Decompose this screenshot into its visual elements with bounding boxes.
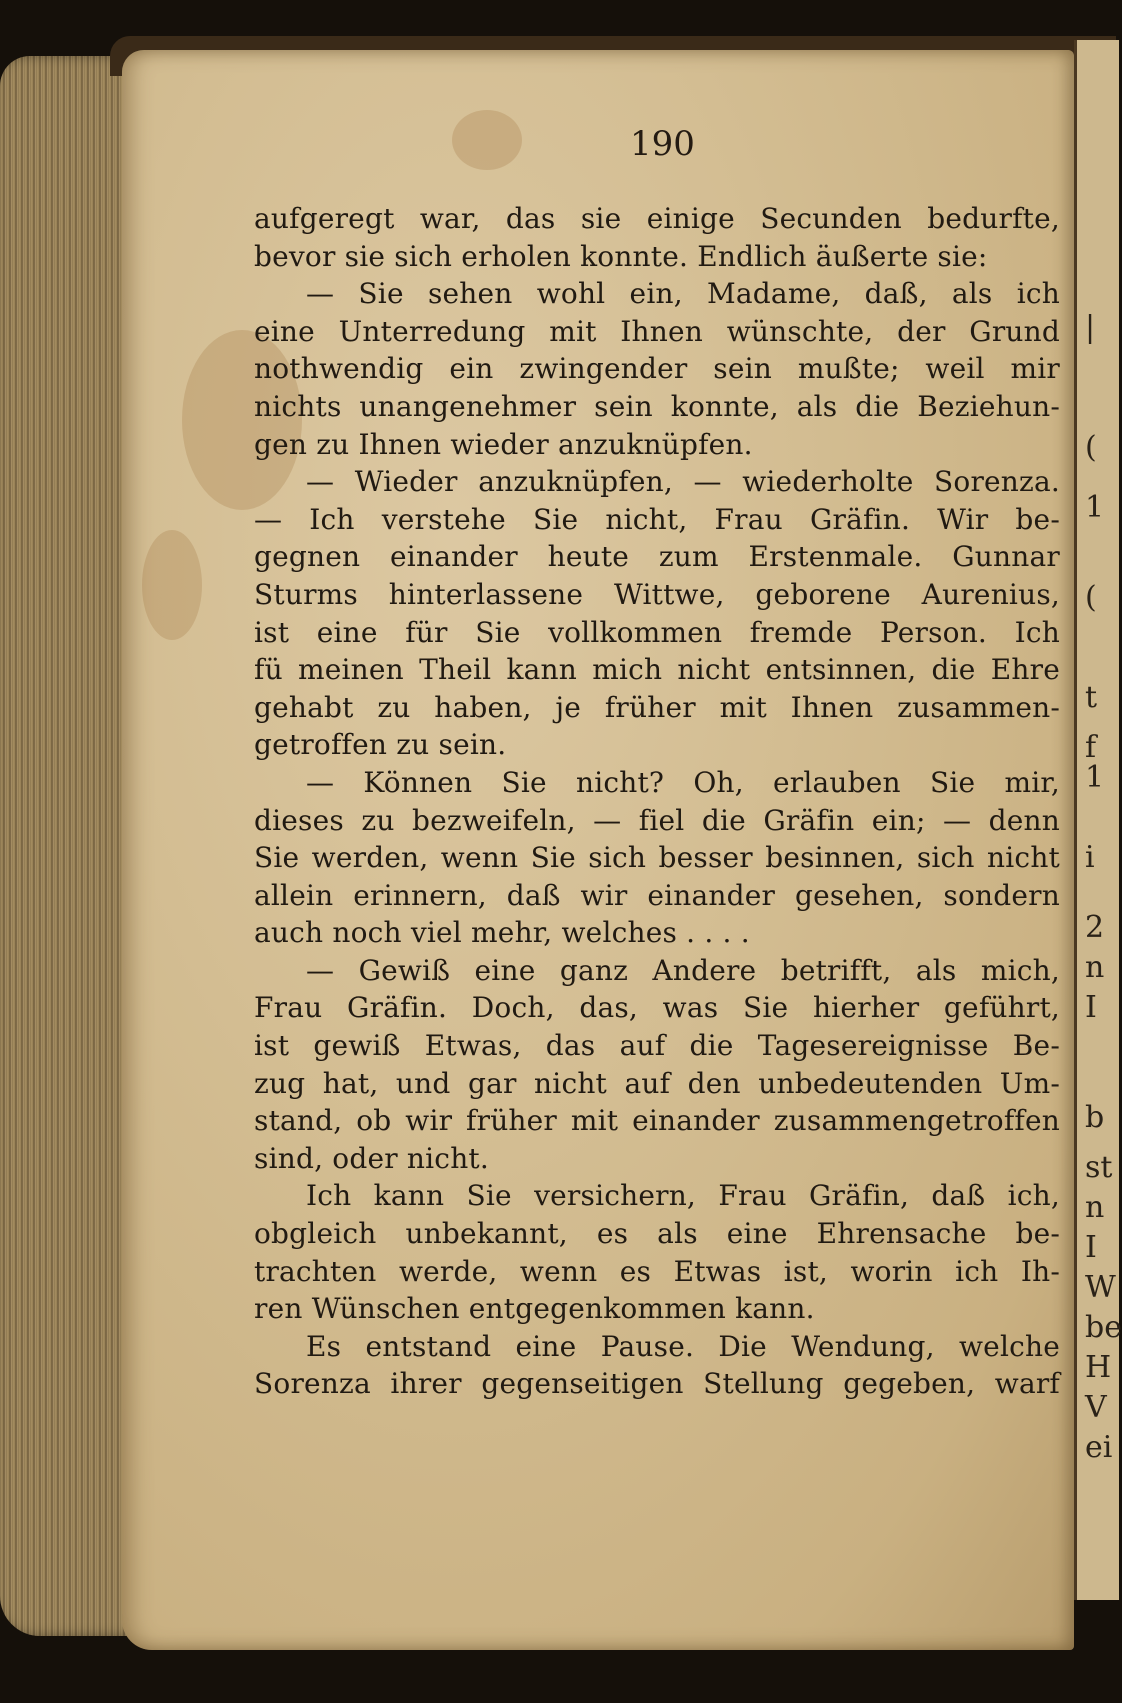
text-line: Es entstand eine Pause. Die Wendung, welche <box>306 1329 1060 1363</box>
next-page-fragment: st <box>1085 1150 1113 1185</box>
text-line: auch noch viel mehr, welches . . . . <box>254 916 750 950</box>
text-line: bevor sie sich erholen konnte. Endlich äußerte sie: <box>254 239 988 273</box>
next-page-fragment: t <box>1085 680 1098 715</box>
next-page-fragment: ( <box>1085 430 1097 465</box>
next-page-fragment: 1 <box>1085 760 1105 795</box>
text-line: getroffen zu sein. <box>254 728 507 762</box>
text-line: ren Wünschen entgegenkommen kann. <box>254 1292 815 1326</box>
next-page-fragment: V <box>1085 1390 1107 1425</box>
foxing-stain <box>452 110 522 170</box>
text-line: gehabt zu haben, je früher mit Ihnen zusammen- <box>254 690 1060 724</box>
next-page-fragment: ( <box>1085 580 1097 615</box>
text-line: Sie werden, wenn Sie sich besser besinnen, sich nicht <box>254 841 1060 875</box>
text-line: nothwendig ein zwingender sein mußte; weil mir <box>254 352 1060 386</box>
text-line: sind, oder nicht. <box>254 1141 489 1175</box>
text-line: obgleich unbekannt, es als eine Ehrensache be- <box>254 1217 1060 1251</box>
text-line: allein erinnern, daß wir einander gesehen, sondern <box>254 878 1060 912</box>
text-line: nichts unangenehmer sein konnte, als die Beziehun- <box>254 389 1060 423</box>
text-line: zug hat, und gar nicht auf den unbedeutenden Um- <box>254 1066 1060 1100</box>
next-page-fragment: H <box>1085 1350 1112 1385</box>
next-page-fragment: | <box>1085 310 1096 345</box>
text-line: Ich kann Sie versichern, Frau Gräfin, daß ich, <box>306 1179 1060 1213</box>
text-line: fü meinen Theil kann mich nicht entsinnen, die Ehre <box>254 653 1060 687</box>
next-page-edge <box>1074 40 1122 1600</box>
foxing-stain <box>142 530 202 640</box>
text-line: trachten werde, wenn es Etwas ist, worin ich Ih- <box>254 1254 1060 1288</box>
text-line: Sturms hinterlassene Wittwe, geborene Aurenius, <box>254 577 1060 611</box>
text-line: stand, ob wir früher mit einander zusammengetroffen <box>254 1104 1060 1138</box>
next-page-fragment: f <box>1085 730 1097 765</box>
text-line: dieses zu bezweifeln, — fiel die Gräfin ein; — denn <box>254 803 1060 837</box>
text-line: gegnen einander heute zum Erstenmale. Gunnar <box>254 540 1060 574</box>
next-page-fragment: 2 <box>1085 910 1105 945</box>
next-page-fragment: be <box>1085 1310 1122 1345</box>
next-page-fragment: 1 <box>1085 490 1105 525</box>
text-line: — Sie sehen wohl ein, Madame, daß, als ich <box>306 277 1060 311</box>
next-page-fragment: n <box>1085 950 1105 985</box>
next-page-fragment: I <box>1085 990 1097 1025</box>
text-line: eine Unterredung mit Ihnen wünschte, der Grund <box>254 314 1060 348</box>
page-number: 190 <box>630 124 695 164</box>
text-line: — Ich verstehe Sie nicht, Frau Gräfin. Wir be- <box>254 502 1060 536</box>
text-line: ist eine für Sie vollkommen fremde Person. Ich <box>254 615 1060 649</box>
next-page-fragment: I <box>1085 1230 1097 1265</box>
next-page-fragment: W <box>1085 1270 1116 1305</box>
text-line: Frau Gräfin. Doch, das, was Sie hierher geführt, <box>254 991 1060 1025</box>
text-line: gen zu Ihnen wieder anzuknüpfen. <box>254 427 753 461</box>
text-line: — Können Sie nicht? Oh, erlauben Sie mir, <box>306 765 1060 799</box>
next-page-fragment: ei <box>1085 1430 1113 1465</box>
text-line: — Wieder anzuknüpfen, — wiederholte Sorenza. <box>306 465 1060 499</box>
next-page-fragment: b <box>1085 1100 1105 1135</box>
text-line: aufgeregt war, das sie einige Secunden bedurfte, <box>254 202 1060 235</box>
text-line: — Gewiß eine ganz Andere betrifft, als mich, <box>306 953 1060 987</box>
page-body-text <box>254 200 1060 1403</box>
text-line: Sorenza ihrer gegenseitigen Stellung gegeben, warf <box>254 1367 1060 1401</box>
text-line: ist gewiß Etwas, das auf die Tagesereignisse Be- <box>254 1029 1060 1063</box>
next-page-fragment: i <box>1085 840 1095 875</box>
next-page-fragment: n <box>1085 1190 1105 1225</box>
